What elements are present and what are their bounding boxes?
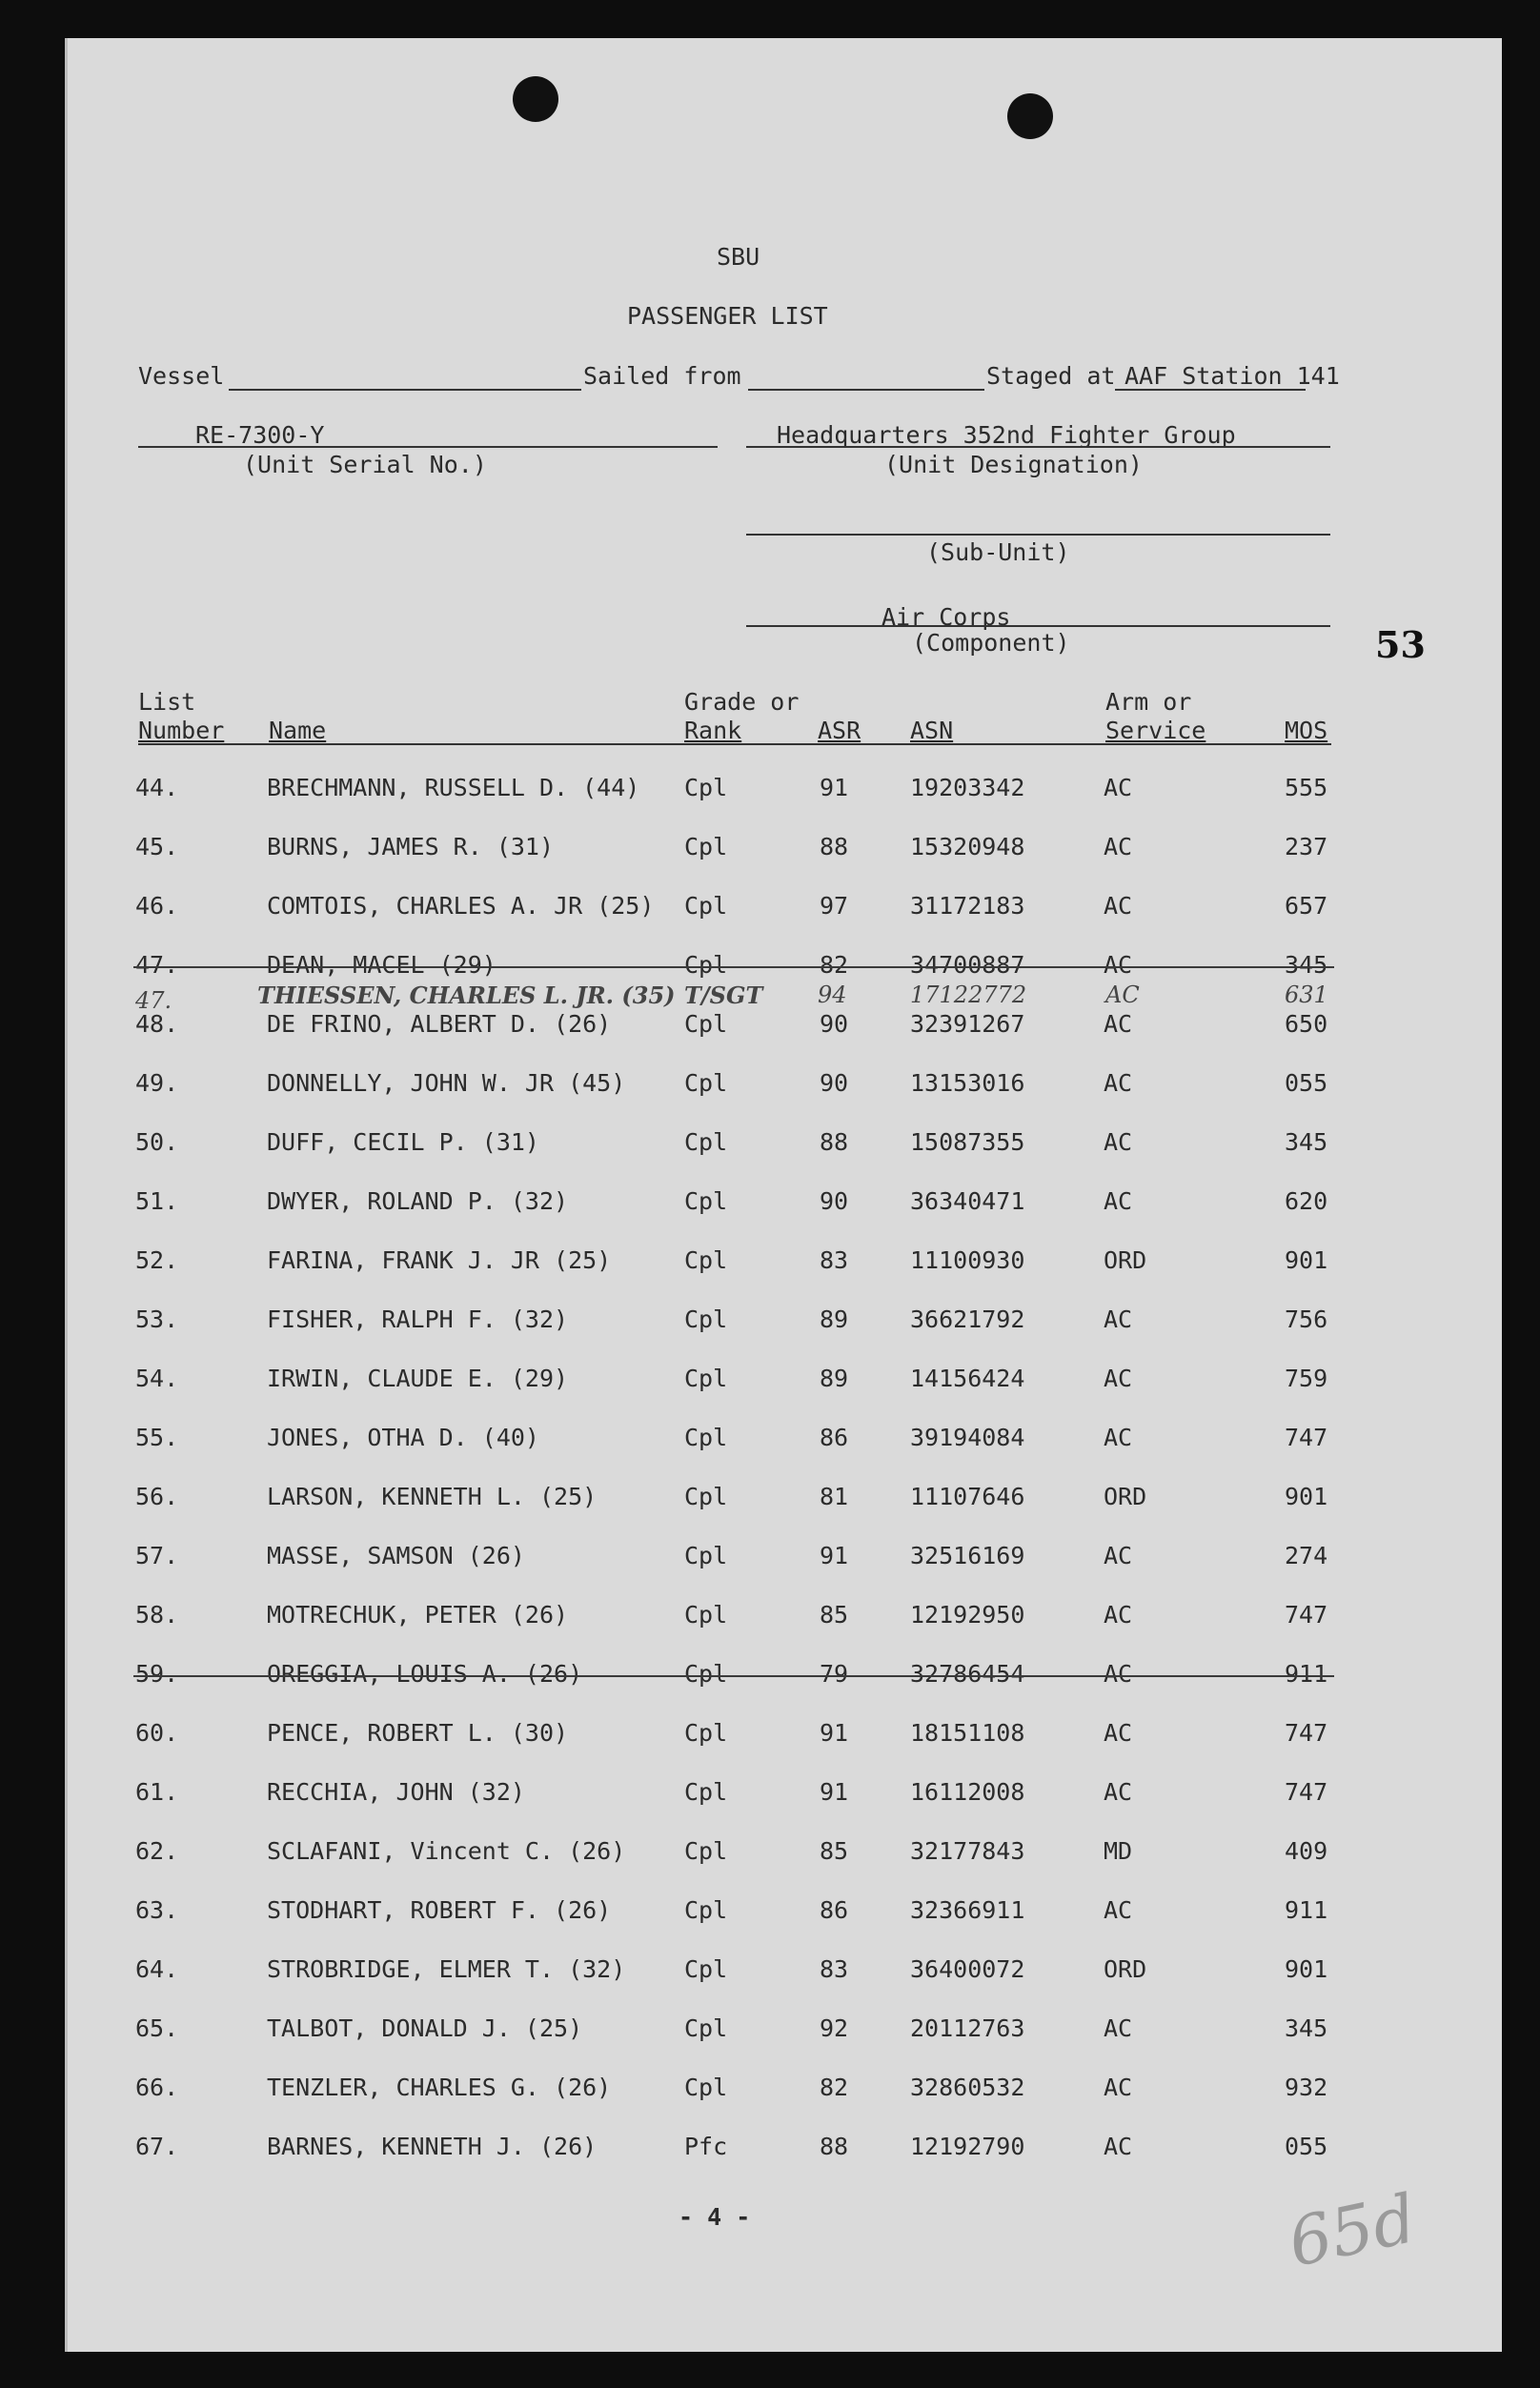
row-grade: Cpl xyxy=(684,1365,728,1392)
row-name: STODHART, ROBERT F. (26) xyxy=(267,1896,612,1924)
row-number: 61. xyxy=(135,1778,179,1806)
row-asr: 86 xyxy=(820,1424,849,1451)
row-mos: 756 xyxy=(1285,1305,1328,1333)
sailed-from-line xyxy=(748,389,984,391)
row-name: BURNS, JAMES R. (31) xyxy=(267,833,555,860)
row-name: IRWIN, CLAUDE E. (29) xyxy=(267,1365,569,1392)
sub-unit-line xyxy=(746,534,1330,536)
row-number: 50. xyxy=(135,1128,179,1156)
row-asn: 15087355 xyxy=(910,1128,1025,1156)
row-name: BRECHMANN, RUSSELL D. (44) xyxy=(267,774,640,801)
row-asn: 32860532 xyxy=(910,2074,1025,2101)
row-arm: AC xyxy=(1104,1424,1133,1451)
row-grade: Cpl xyxy=(684,1955,728,1983)
vessel-label: Vessel xyxy=(138,362,225,390)
row-asn: 36340471 xyxy=(910,1187,1025,1215)
row-name: DONNELLY, JOHN W. JR (45) xyxy=(267,1069,626,1097)
row-name: MOTRECHUK, PETER (26) xyxy=(267,1601,569,1629)
row-grade: Pfc xyxy=(684,2133,728,2160)
row-name: DUFF, CECIL P. (31) xyxy=(267,1128,539,1156)
strikethrough-line xyxy=(133,966,1334,968)
row-grade: Cpl xyxy=(684,774,728,801)
row-arm: AC xyxy=(1104,1719,1133,1747)
row-asr: 85 xyxy=(820,1837,849,1865)
row-name: MASSE, SAMSON (26) xyxy=(267,1542,525,1569)
row-asr: 81 xyxy=(820,1483,849,1510)
row-name: FISHER, RALPH F. (32) xyxy=(267,1305,569,1333)
row-asr: 79 xyxy=(820,1660,849,1688)
row-grade: Cpl xyxy=(684,1246,728,1274)
row-name: FARINA, FRANK J. JR (25) xyxy=(267,1246,612,1274)
row-asr: 88 xyxy=(820,833,849,860)
row-arm: AC xyxy=(1104,892,1133,920)
row-number: 60. xyxy=(135,1719,179,1747)
row-mos: 901 xyxy=(1285,1246,1328,1274)
row-mos: 932 xyxy=(1285,2074,1328,2101)
row-grade: Cpl xyxy=(684,2074,728,2101)
row-grade: Cpl xyxy=(684,1305,728,1333)
row-asn: 36400072 xyxy=(910,1955,1025,1983)
row-arm: AC xyxy=(1104,1010,1133,1038)
vessel-line xyxy=(229,389,581,391)
row-mos: 901 xyxy=(1285,1483,1328,1510)
staged-at-line xyxy=(1115,389,1306,391)
unit-serial-value: RE-7300-Y xyxy=(195,421,325,449)
row-asr: 88 xyxy=(820,2133,849,2160)
sub-unit-caption: (Sub-Unit) xyxy=(926,538,1070,566)
row-arm: AC xyxy=(1104,2074,1133,2101)
row-mos: 237 xyxy=(1285,833,1328,860)
row-mos: 650 xyxy=(1285,1010,1328,1038)
row-number: 62. xyxy=(135,1837,179,1865)
row-asr: 92 xyxy=(820,2014,849,2042)
margin-number: 53 xyxy=(1375,623,1426,666)
row-mos: 747 xyxy=(1285,1601,1328,1629)
row-asr: 91 xyxy=(820,1778,849,1806)
row-name: JONES, OTHA D. (40) xyxy=(267,1424,539,1451)
col-header-list-2: Number xyxy=(138,717,225,744)
row-grade: Cpl xyxy=(684,1719,728,1747)
unit-designation-line xyxy=(746,446,1330,448)
row-arm: MD xyxy=(1104,1837,1133,1865)
row-arm: AC xyxy=(1104,774,1133,801)
row-mos: 055 xyxy=(1285,2133,1328,2160)
row-asn: 32391267 xyxy=(910,1010,1025,1038)
row-number: 44. xyxy=(135,774,179,801)
row-asr: 89 xyxy=(820,1365,849,1392)
row-number: 45. xyxy=(135,833,179,860)
unit-serial-caption: (Unit Serial No.) xyxy=(243,451,487,478)
row-arm: AC xyxy=(1104,1069,1133,1097)
col-header-arm-2: Service xyxy=(1105,717,1206,744)
handwritten-name: THIESSEN, CHARLES L. JR. (35) xyxy=(257,982,676,1009)
col-header-grade-2: Rank xyxy=(684,717,742,744)
row-number: 47. xyxy=(135,951,179,979)
header-rule xyxy=(138,743,1331,745)
row-arm: AC xyxy=(1104,1896,1133,1924)
row-asr: 91 xyxy=(820,1719,849,1747)
row-grade: Cpl xyxy=(684,1837,728,1865)
row-asn: 32786454 xyxy=(910,1660,1025,1688)
row-grade: Cpl xyxy=(684,951,728,979)
row-number: 67. xyxy=(135,2133,179,2160)
row-arm: AC xyxy=(1104,1187,1133,1215)
row-arm: AC xyxy=(1104,1305,1133,1333)
row-arm: AC xyxy=(1104,2133,1133,2160)
strikethrough-line xyxy=(133,1675,1334,1677)
row-name: SCLAFANI, Vincent C. (26) xyxy=(267,1837,626,1865)
row-number: 54. xyxy=(135,1365,179,1392)
handwritten-arm: AC xyxy=(1105,982,1140,1008)
row-asr: 85 xyxy=(820,1601,849,1629)
page-number: - 4 - xyxy=(679,2203,751,2231)
row-arm: ORD xyxy=(1104,1246,1147,1274)
row-asn: 36621792 xyxy=(910,1305,1025,1333)
punch-hole-left xyxy=(513,76,558,122)
row-asr: 82 xyxy=(820,951,849,979)
margin-handwritten-note: 65d xyxy=(1281,2178,1423,2283)
col-header-arm-1: Arm or xyxy=(1105,688,1192,716)
row-mos: 901 xyxy=(1285,1955,1328,1983)
punch-hole-right xyxy=(1007,93,1053,139)
row-asn: 39194084 xyxy=(910,1424,1025,1451)
sailed-from-label: Sailed from xyxy=(583,362,741,390)
row-name: DEAN, MACEL (29) xyxy=(267,951,496,979)
row-arm: AC xyxy=(1104,1778,1133,1806)
row-asr: 82 xyxy=(820,2074,849,2101)
row-asn: 31172183 xyxy=(910,892,1025,920)
row-mos: 747 xyxy=(1285,1424,1328,1451)
row-name: DE FRINO, ALBERT D. (26) xyxy=(267,1010,612,1038)
component-line xyxy=(746,625,1330,627)
row-grade: Cpl xyxy=(684,1601,728,1629)
row-asn: 12192950 xyxy=(910,1601,1025,1629)
row-name: TENZLER, CHARLES G. (26) xyxy=(267,2074,612,2101)
row-mos: 055 xyxy=(1285,1069,1328,1097)
row-name: STROBRIDGE, ELMER T. (32) xyxy=(267,1955,626,1983)
row-name: DWYER, ROLAND P. (32) xyxy=(267,1187,569,1215)
row-grade: Cpl xyxy=(684,1778,728,1806)
row-asn: 14156424 xyxy=(910,1365,1025,1392)
row-asn: 16112008 xyxy=(910,1778,1025,1806)
row-grade: Cpl xyxy=(684,1660,728,1688)
row-number: 49. xyxy=(135,1069,179,1097)
row-mos: 345 xyxy=(1285,2014,1328,2042)
row-arm: ORD xyxy=(1104,1955,1147,1983)
col-header-asn: ASN xyxy=(910,717,954,744)
row-asr: 97 xyxy=(820,892,849,920)
row-grade: Cpl xyxy=(684,1010,728,1038)
row-mos: 911 xyxy=(1285,1660,1328,1688)
handwritten-number: 47. xyxy=(135,987,172,1014)
row-number: 59. xyxy=(135,1660,179,1688)
row-name: LARSON, KENNETH L. (25) xyxy=(267,1483,598,1510)
row-number: 64. xyxy=(135,1955,179,1983)
row-asr: 90 xyxy=(820,1010,849,1038)
row-number: 66. xyxy=(135,2074,179,2101)
row-asn: 13153016 xyxy=(910,1069,1025,1097)
row-asr: 89 xyxy=(820,1305,849,1333)
staged-at-value: AAF Station 141 xyxy=(1125,362,1340,390)
row-arm: AC xyxy=(1104,1660,1133,1688)
row-mos: 657 xyxy=(1285,892,1328,920)
row-arm: AC xyxy=(1104,833,1133,860)
row-number: 65. xyxy=(135,2014,179,2042)
row-number: 57. xyxy=(135,1542,179,1569)
row-arm: AC xyxy=(1104,2014,1133,2042)
row-asr: 83 xyxy=(820,1246,849,1274)
staged-at-label: Staged at xyxy=(986,362,1116,390)
row-arm: AC xyxy=(1104,1601,1133,1629)
unit-designation-caption: (Unit Designation) xyxy=(884,451,1143,478)
row-arm: AC xyxy=(1104,951,1133,979)
col-header-list-1: List xyxy=(138,688,196,716)
row-mos: 620 xyxy=(1285,1187,1328,1215)
row-name: PENCE, ROBERT L. (30) xyxy=(267,1719,569,1747)
handwritten-asn: 17122772 xyxy=(910,982,1027,1008)
row-asr: 88 xyxy=(820,1128,849,1156)
row-grade: Cpl xyxy=(684,2014,728,2042)
row-asn: 20112763 xyxy=(910,2014,1025,2042)
col-header-asr: ASR xyxy=(818,717,861,744)
row-number: 56. xyxy=(135,1483,179,1510)
row-asn: 32366911 xyxy=(910,1896,1025,1924)
col-header-mos: MOS xyxy=(1285,717,1328,744)
row-asr: 91 xyxy=(820,1542,849,1569)
row-grade: Cpl xyxy=(684,1069,728,1097)
unit-designation-value: Headquarters 352nd Fighter Group xyxy=(777,421,1236,449)
row-name: COMTOIS, CHARLES A. JR (25) xyxy=(267,892,655,920)
row-mos: 747 xyxy=(1285,1778,1328,1806)
row-asn: 34700887 xyxy=(910,951,1025,979)
col-header-grade-1: Grade or xyxy=(684,688,800,716)
row-name: OREGGIA, LOUIS A. (26) xyxy=(267,1660,583,1688)
row-asn: 32516169 xyxy=(910,1542,1025,1569)
row-name: BARNES, KENNETH J. (26) xyxy=(267,2133,598,2160)
row-number: 48. xyxy=(135,1010,179,1038)
row-asn: 12192790 xyxy=(910,2133,1025,2160)
page-subtitle: PASSENGER LIST xyxy=(627,302,828,330)
row-mos: 759 xyxy=(1285,1365,1328,1392)
row-asr: 91 xyxy=(820,774,849,801)
row-asn: 18151108 xyxy=(910,1719,1025,1747)
row-asr: 83 xyxy=(820,1955,849,1983)
row-grade: Cpl xyxy=(684,892,728,920)
row-number: 51. xyxy=(135,1187,179,1215)
component-caption: (Component) xyxy=(912,629,1070,657)
row-number: 63. xyxy=(135,1896,179,1924)
row-arm: ORD xyxy=(1104,1483,1147,1510)
row-mos: 555 xyxy=(1285,774,1328,801)
row-arm: AC xyxy=(1104,1542,1133,1569)
row-mos: 345 xyxy=(1285,951,1328,979)
col-header-name: Name xyxy=(269,717,327,744)
row-number: 58. xyxy=(135,1601,179,1629)
unit-serial-line xyxy=(138,446,718,448)
row-asn: 19203342 xyxy=(910,774,1025,801)
row-number: 46. xyxy=(135,892,179,920)
row-grade: Cpl xyxy=(684,1424,728,1451)
row-arm: AC xyxy=(1104,1365,1133,1392)
row-mos: 911 xyxy=(1285,1896,1328,1924)
row-asn: 11100930 xyxy=(910,1246,1025,1274)
row-asr: 90 xyxy=(820,1069,849,1097)
row-grade: Cpl xyxy=(684,1483,728,1510)
row-asn: 32177843 xyxy=(910,1837,1025,1865)
handwritten-grade: T/SGT xyxy=(684,982,763,1009)
row-grade: Cpl xyxy=(684,1187,728,1215)
row-asr: 90 xyxy=(820,1187,849,1215)
row-mos: 274 xyxy=(1285,1542,1328,1569)
row-asn: 11107646 xyxy=(910,1483,1025,1510)
row-arm: AC xyxy=(1104,1128,1133,1156)
handwritten-mos: 631 xyxy=(1285,982,1328,1008)
row-grade: Cpl xyxy=(684,1896,728,1924)
page-title: SBU xyxy=(717,243,760,271)
row-mos: 747 xyxy=(1285,1719,1328,1747)
row-asn: 15320948 xyxy=(910,833,1025,860)
row-name: RECCHIA, JOHN (32) xyxy=(267,1778,525,1806)
row-mos: 409 xyxy=(1285,1837,1328,1865)
row-number: 55. xyxy=(135,1424,179,1451)
component-value: Air Corps xyxy=(881,603,1011,631)
row-grade: Cpl xyxy=(684,1128,728,1156)
handwritten-asr: 94 xyxy=(818,982,847,1008)
row-number: 53. xyxy=(135,1305,179,1333)
row-mos: 345 xyxy=(1285,1128,1328,1156)
row-asr: 86 xyxy=(820,1896,849,1924)
row-grade: Cpl xyxy=(684,1542,728,1569)
row-name: TALBOT, DONALD J. (25) xyxy=(267,2014,583,2042)
row-number: 52. xyxy=(135,1246,179,1274)
row-grade: Cpl xyxy=(684,833,728,860)
